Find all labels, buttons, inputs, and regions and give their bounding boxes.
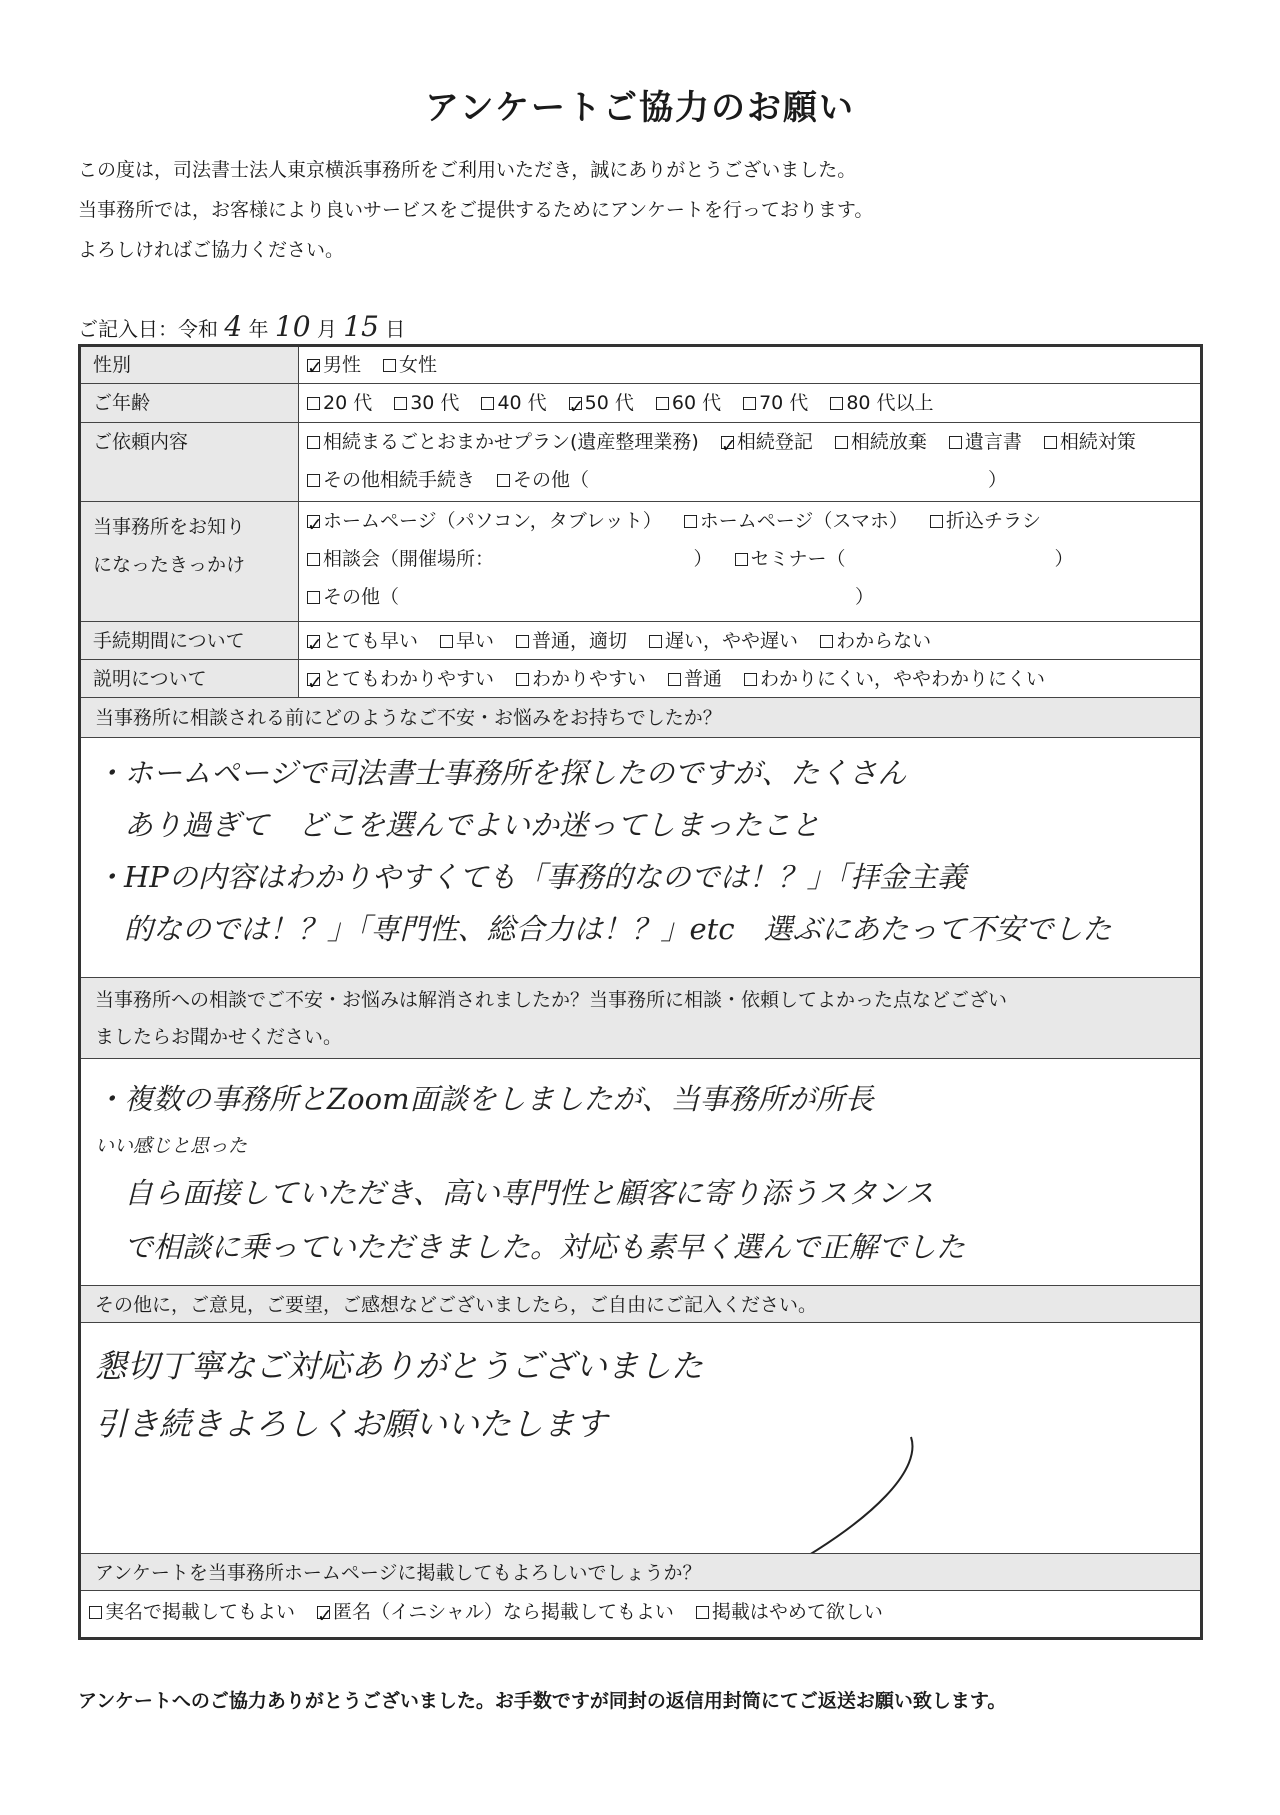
entry-date: [78, 310, 438, 346]
checkbox-label: その他（ ）: [323, 586, 875, 608]
checkbox-option[interactable]: [656, 384, 721, 422]
checkbox-icon[interactable]: [744, 673, 757, 686]
answer-line: ・複数の事務所とZoom面談をしましたが、当事務所が所長: [95, 1082, 874, 1116]
checkbox-option[interactable]: [744, 660, 1045, 698]
checkbox-option[interactable]: [317, 1593, 674, 1631]
checkbox-option[interactable]: [735, 540, 1074, 578]
row-label: 手続期間について: [81, 622, 299, 659]
checkbox-option[interactable]: [835, 423, 927, 461]
checkbox-checked-icon[interactable]: [317, 1606, 330, 1619]
date-month: 10: [274, 310, 311, 343]
question-4: アンケートを当事務所ホームページに掲載してもよろしいでしょうか？: [81, 1553, 1200, 1591]
survey-sheet: [78, 344, 1203, 1640]
request-options: [307, 423, 1194, 499]
checkbox-icon[interactable]: [481, 397, 494, 410]
checkbox-icon[interactable]: [307, 436, 320, 449]
checkbox-icon[interactable]: [649, 635, 662, 648]
checkbox-label: 70 代: [759, 392, 809, 414]
checkbox-checked-icon[interactable]: [307, 515, 320, 528]
checkbox-option[interactable]: [497, 461, 1007, 499]
answer-line: 自ら面接していただき、高い専門性と顧客に寄り添うスタンス: [95, 1176, 934, 1210]
row-source: [81, 502, 1200, 622]
checkbox-checked-icon[interactable]: [721, 436, 734, 449]
checkbox-option[interactable]: [1044, 423, 1136, 461]
checkbox-option[interactable]: [949, 423, 1022, 461]
checkbox-checked-icon[interactable]: [307, 673, 320, 686]
page-title: アンケートご協力のお願い: [425, 88, 855, 128]
question-3: その他に，ご意見，ご要望，ご感想などございましたら，ご自由にご記入ください。: [81, 1285, 1200, 1323]
publish-options: [89, 1593, 1194, 1631]
checkbox-label: セミナー（ ）: [750, 548, 1074, 570]
checkbox-icon[interactable]: [820, 635, 833, 648]
row-explanation: [81, 660, 1200, 698]
checkbox-label: とてもわかりやすい: [323, 668, 495, 690]
checkbox-option[interactable]: [930, 502, 1041, 540]
date-year: 4: [224, 310, 243, 343]
checkbox-label: 男性: [323, 354, 362, 376]
checkbox-option[interactable]: [307, 540, 713, 578]
row-gender: [81, 347, 1200, 384]
checkbox-icon[interactable]: [383, 359, 396, 372]
source-options: [307, 502, 1194, 616]
checkbox-icon[interactable]: [1044, 436, 1057, 449]
row-label: 性別: [81, 347, 299, 383]
checkbox-label: ホームページ（スマホ）: [699, 510, 909, 532]
row-age: [81, 384, 1200, 423]
checkbox-icon[interactable]: [830, 397, 843, 410]
answer-line: いい感じと思った: [95, 1135, 248, 1157]
checkbox-option[interactable]: [668, 660, 722, 698]
checkbox-label: 早い: [456, 630, 495, 652]
checkbox-label: 80 代以上: [846, 392, 934, 414]
checkbox-option[interactable]: [721, 423, 813, 461]
checkbox-icon[interactable]: [930, 515, 943, 528]
checkbox-icon[interactable]: [949, 436, 962, 449]
checkbox-option[interactable]: [830, 384, 933, 422]
checkbox-label: ホームページ（パソコン，タブレット）: [323, 510, 662, 532]
checkbox-label: 相続まるごとおまかせプラン(遺産整理業務): [323, 431, 699, 453]
intro-line: 当事務所では，お客様により良いサービスをご提供するためにアンケートを行っております。: [78, 199, 874, 221]
checkbox-label: 相続対策: [1059, 431, 1136, 453]
checkbox-option[interactable]: [820, 622, 931, 660]
checkbox-icon[interactable]: [668, 673, 681, 686]
checkbox-icon[interactable]: [696, 1606, 709, 1619]
checkbox-icon[interactable]: [735, 553, 748, 566]
checkbox-icon[interactable]: [684, 515, 697, 528]
question-2: 当事務所への相談でご不安・お悩みは解消されましたか？当事務所に相談・依頼してよかった点などござい ましたらお聞かせください。: [81, 977, 1200, 1059]
checkbox-option[interactable]: [516, 622, 627, 660]
checkbox-label: 60 代: [671, 392, 722, 414]
checkbox-option[interactable]: [481, 384, 546, 422]
checkbox-label: その他（ ）: [513, 469, 1008, 491]
checkbox-label: 実名で掲載してもよい: [105, 1601, 296, 1623]
checkbox-label: 普通: [684, 668, 723, 690]
checkbox-label: 折込チラシ: [946, 510, 1042, 532]
checkbox-option[interactable]: [307, 423, 699, 461]
checkbox-option[interactable]: [307, 502, 662, 540]
row-label: ご依頼内容: [81, 423, 299, 501]
checkbox-option[interactable]: [307, 622, 418, 660]
checkbox-label: 掲載はやめて欲しい: [711, 1601, 883, 1623]
checkbox-option[interactable]: [394, 384, 459, 422]
checkbox-label: 20 代: [323, 392, 373, 414]
checkbox-option[interactable]: [383, 347, 437, 383]
date-day: 15: [343, 310, 379, 343]
checkbox-icon[interactable]: [307, 591, 320, 604]
footer-note: アンケートへのご協力ありがとうございました。お手数ですが同封の返信用封筒にてご返送お願い致します。: [78, 1690, 1007, 1712]
checkbox-option[interactable]: [307, 384, 372, 422]
checkbox-option[interactable]: [307, 660, 494, 698]
answer-line: ・HPの内容はわかりやすくても「事務的なのでは！？」「拝金主義: [95, 860, 967, 894]
checkbox-label: 相談会（開催場所： ）: [323, 548, 713, 570]
intro-line: よろしければご協力ください。: [78, 239, 345, 261]
checkbox-option[interactable]: [516, 660, 646, 698]
checkbox-icon[interactable]: [307, 397, 320, 410]
question-1: 当事務所に相談される前にどのようなご不安・お悩みをお持ちでしたか？: [81, 698, 1200, 738]
speed-options: [307, 622, 1194, 660]
answer-2: [95, 1072, 1186, 1274]
checkbox-checked-icon[interactable]: [307, 359, 320, 372]
checkbox-icon[interactable]: [394, 397, 407, 410]
answer-1: [95, 747, 1186, 955]
checkbox-label: 女性: [399, 354, 438, 376]
checkbox-label: その他相続手続き: [323, 469, 476, 491]
checkbox-checked-icon[interactable]: [307, 635, 320, 648]
checkbox-option[interactable]: [307, 578, 874, 616]
checkbox-icon[interactable]: [516, 635, 529, 648]
checkbox-icon[interactable]: [89, 1606, 102, 1619]
row-request: [81, 423, 1200, 502]
checkbox-icon[interactable]: [307, 553, 320, 566]
row-speed: [81, 622, 1200, 660]
date-month-unit: 月: [316, 317, 337, 341]
checkbox-icon[interactable]: [516, 673, 529, 686]
answer-line: で相談に乗っていただきました。対応も素早く選んで正解でした: [95, 1230, 966, 1264]
row-label: 当事務所をお知り になったきっかけ: [81, 502, 299, 621]
checkbox-label: わかりにくい，ややわかりにくい: [760, 668, 1046, 690]
answer-line: 懇切丁寧なご対応ありがとうございました: [95, 1347, 704, 1385]
date-day-unit: 日: [385, 317, 406, 341]
checkbox-label: 普通，適切: [532, 630, 628, 652]
checkbox-option[interactable]: [569, 384, 634, 422]
date-year-unit: 年: [248, 317, 269, 341]
checkbox-icon[interactable]: [835, 436, 848, 449]
checkbox-option[interactable]: [649, 622, 798, 660]
answer-line: ・ホームページで司法書士事務所を探したのですが、たくさん: [95, 756, 907, 790]
checkbox-option[interactable]: [307, 347, 361, 383]
checkbox-label: とても早い: [323, 630, 419, 652]
checkbox-option[interactable]: [440, 622, 494, 660]
checkbox-icon[interactable]: [497, 474, 510, 487]
checkbox-label: 遅い，やや遅い: [665, 630, 799, 652]
checkbox-option[interactable]: [743, 384, 808, 422]
intro-text: [78, 150, 873, 270]
answer-line: あり過ぎて どこを選んでよいか迷ってしまったこと: [95, 808, 821, 842]
checkbox-label: わからない: [836, 630, 932, 652]
checkbox-label: 30 代: [410, 392, 460, 414]
checkbox-option[interactable]: [89, 1593, 295, 1631]
checkbox-icon[interactable]: [307, 474, 320, 487]
date-label: ご記入日：令和: [78, 317, 218, 341]
checkbox-option[interactable]: [307, 461, 475, 499]
age-options: [307, 384, 1194, 422]
checkbox-label: わかりやすい: [532, 668, 647, 690]
checkbox-icon[interactable]: [656, 397, 669, 410]
checkbox-label: 相続登記: [736, 431, 813, 453]
checkbox-label: 40 代: [497, 392, 547, 414]
checkbox-label: 相続放棄: [850, 431, 927, 453]
checkbox-option[interactable]: [684, 502, 908, 540]
row-label: ご年齢: [81, 384, 299, 422]
checkbox-label: 匿名（イニシャル）なら掲載してもよい: [333, 1601, 674, 1623]
checkbox-icon[interactable]: [743, 397, 756, 410]
checkbox-option[interactable]: [696, 1593, 883, 1631]
answer-3: [95, 1337, 1186, 1453]
answer-line: 引き続きよろしくお願いいたします: [95, 1405, 608, 1443]
checkbox-label: 50 代: [584, 392, 634, 414]
explanation-options: [307, 660, 1194, 698]
checkbox-checked-icon[interactable]: [569, 397, 582, 410]
checkbox-label: 遺言書: [964, 431, 1022, 453]
gender-options: [307, 347, 1194, 383]
answer-line: 的なのでは！？」「専門性、総合力は！？」etc 選ぶにあたって不安でした: [95, 912, 1112, 946]
row-label: 説明について: [81, 660, 299, 697]
intro-line: この度は，司法書士法人東京横浜事務所をご利用いただき，誠にありがとうございました。: [78, 159, 857, 181]
checkbox-icon[interactable]: [440, 635, 453, 648]
